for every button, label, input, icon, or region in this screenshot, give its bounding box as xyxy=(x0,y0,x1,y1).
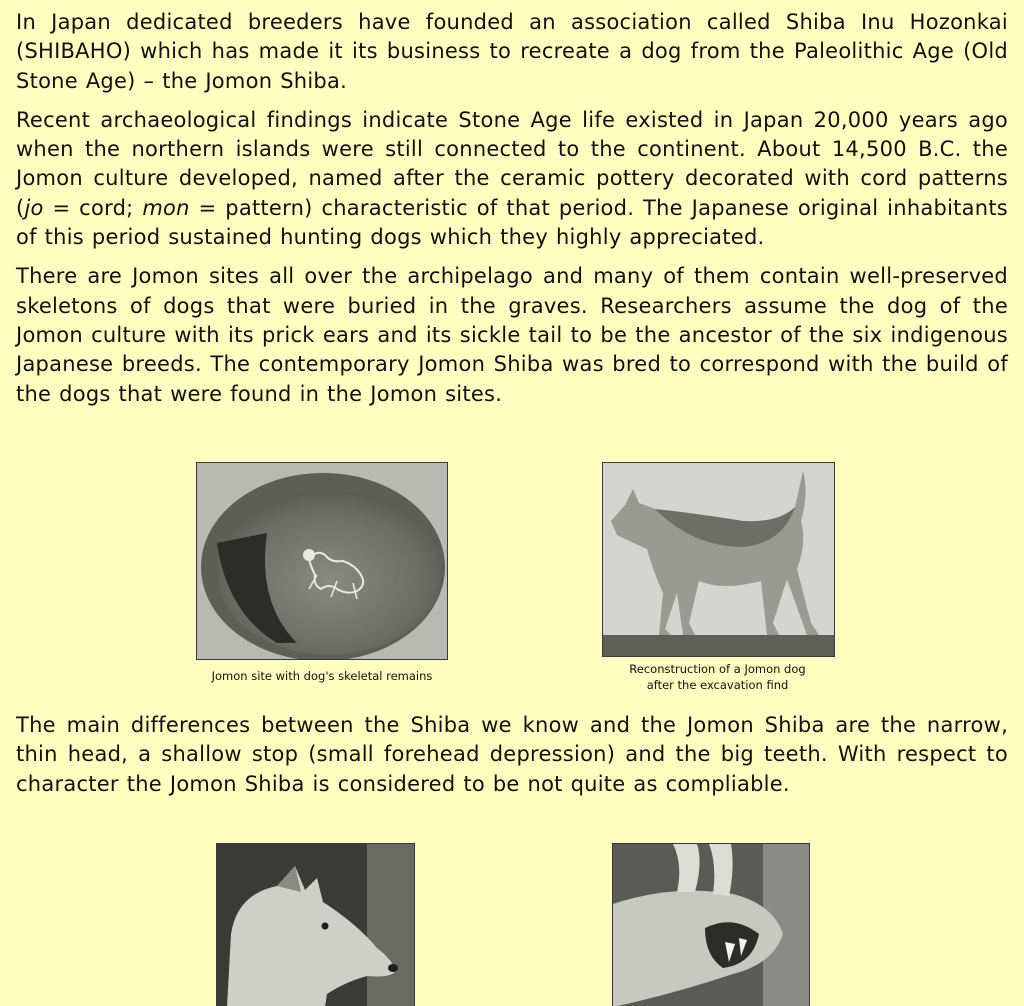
paragraph-differences: The main differences between the Shiba we know and the Jomon Shiba are the narrow, thin head, a shallow stop (small forehead depression) and the big teeth. With respect to character the Jomon Shiba is considered to be not quite as compliable. xyxy=(16,713,1008,796)
jomon-site-photo xyxy=(196,462,448,660)
jomon-shiba-teeth-photo xyxy=(612,843,810,1006)
paragraph-jomon-culture-part-c: = pattern) characteristic of that period. The Japanese original inhabitants of this period sustained hunting dogs which they highly appreciated. xyxy=(16,195,1008,250)
paragraph-shibaho: In Japan dedicated breeders have founded an association called Shiba Inu Hozonkai (SHIBAHO) which has made it its business to recreate a dog from the Paleolithic Age (Old Stone Age) – the Jomon Shiba. xyxy=(16,10,1008,93)
jomon-dog-image xyxy=(603,463,834,656)
jomon-shiba-head-photo xyxy=(216,843,415,1006)
term-mon: mon xyxy=(142,195,190,220)
jomon-shiba-teeth-image xyxy=(613,844,809,1006)
jomon-site-caption: Jomon site with dog's skeletal remains xyxy=(211,669,433,683)
paragraph-jomon-culture-part-a: Recent archaeological findings indicate Stone Age life existed in Japan 20,000 years ago when the northern islands were still connected to the continent. About 14,500 B.C. the Jomon culture developed, named after the ceramic pottery decorated with cord patterns ( xyxy=(16,107,1008,220)
paragraph-jomon-culture xyxy=(16,106,1008,252)
jomon-dog-caption xyxy=(602,661,833,693)
jomon-shiba-head-image xyxy=(217,844,414,1006)
article-body-continued xyxy=(16,711,1008,809)
article-body xyxy=(16,8,1008,419)
jomon-dog-caption-line-2: after the excavation find xyxy=(646,678,789,692)
jomon-site-image xyxy=(197,463,447,659)
jomon-dog-caption-line-1: Reconstruction of a Jomon dog xyxy=(629,662,806,676)
term-jo: jo xyxy=(24,195,44,220)
paragraph-jomon-sites: There are Jomon sites all over the archipelago and many of them contain well-preserved skeletons of dogs that were buried in the graves. Researchers assume the dog of the Jomon culture with its prick ears and its sickle tail to be the ancestor of the six indigenous Japanese breeds. The contemporary Jomon Shiba was bred to correspond with the build of the dogs that were found in the Jomon sites. xyxy=(16,264,1008,406)
jomon-dog-reconstruction-photo xyxy=(602,462,835,657)
paragraph-jomon-culture-part-b: = cord; xyxy=(43,195,143,220)
